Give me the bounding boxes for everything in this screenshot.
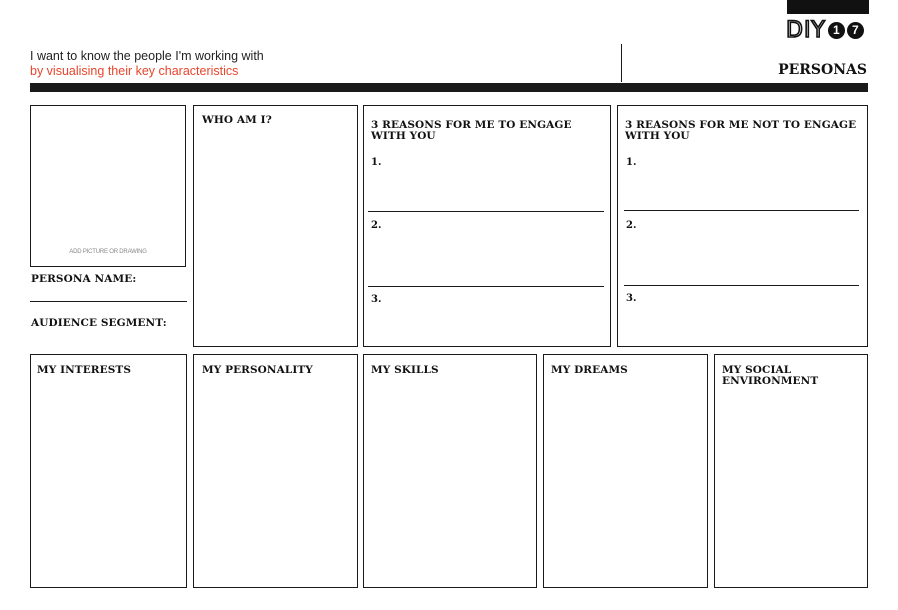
reasons-engage-item-2: 2. xyxy=(371,220,382,231)
picture-box[interactable] xyxy=(30,105,186,267)
header-divider xyxy=(621,44,622,82)
logo-number-1: 1 xyxy=(828,22,845,39)
my-social-environment-label-1: MY SOCIAL xyxy=(722,364,792,376)
reasons-engage-item-3: 3. xyxy=(371,294,382,305)
my-interests-box[interactable] xyxy=(30,354,187,588)
my-interests-label: MY INTERESTS xyxy=(37,364,132,376)
logo-number-2: 7 xyxy=(847,22,864,39)
logo-text: DIY xyxy=(786,18,826,43)
reasons-not-engage-line-2 xyxy=(624,285,859,286)
reasons-engage-label-1: 3 REASONS FOR ME TO ENGAGE xyxy=(371,119,572,131)
my-dreams-label: MY DREAMS xyxy=(551,364,628,376)
reasons-not-engage-label-1: 3 REASONS FOR ME NOT TO ENGAGE xyxy=(625,119,857,131)
my-dreams-box[interactable] xyxy=(543,354,708,588)
audience-segment-label: AUDIENCE SEGMENT: xyxy=(31,317,167,329)
reasons-engage-label-2: WITH YOU xyxy=(371,130,436,142)
reasons-not-engage-item-2: 2. xyxy=(626,220,637,231)
persona-name-label: PERSONA NAME: xyxy=(31,273,137,285)
reasons-engage-line-1 xyxy=(368,211,604,212)
reasons-not-engage-label-2: WITH YOU xyxy=(625,130,690,142)
who-am-i-box[interactable] xyxy=(193,105,358,347)
reasons-engage-item-1: 1. xyxy=(371,157,382,168)
picture-hint: ADD PICTURE OR DRAWING xyxy=(69,249,147,255)
reasons-not-engage-item-3: 3. xyxy=(626,293,637,304)
intro-line-1: I want to know the people I'm working with xyxy=(30,49,264,63)
header-black-block xyxy=(787,0,869,14)
page-title: PERSONAS xyxy=(778,62,867,78)
my-skills-box[interactable] xyxy=(363,354,537,588)
my-personality-box[interactable] xyxy=(193,354,358,588)
header-rule xyxy=(30,83,868,92)
diy-logo xyxy=(786,18,864,43)
who-am-i-label: WHO AM I? xyxy=(202,114,272,126)
reasons-not-engage-line-1 xyxy=(624,210,859,211)
my-social-environment-box[interactable] xyxy=(714,354,868,588)
my-skills-label: MY SKILLS xyxy=(371,364,439,376)
my-social-environment-label-2: ENVIRONMENT xyxy=(722,375,819,387)
my-personality-label: MY PERSONALITY xyxy=(202,364,313,376)
reasons-engage-box[interactable] xyxy=(363,105,611,347)
reasons-engage-line-2 xyxy=(368,286,604,287)
intro-line-2: by visualising their key characteristics xyxy=(30,64,239,78)
reasons-not-engage-box[interactable] xyxy=(617,105,868,347)
persona-name-line[interactable] xyxy=(30,301,187,302)
reasons-not-engage-item-1: 1. xyxy=(626,157,637,168)
